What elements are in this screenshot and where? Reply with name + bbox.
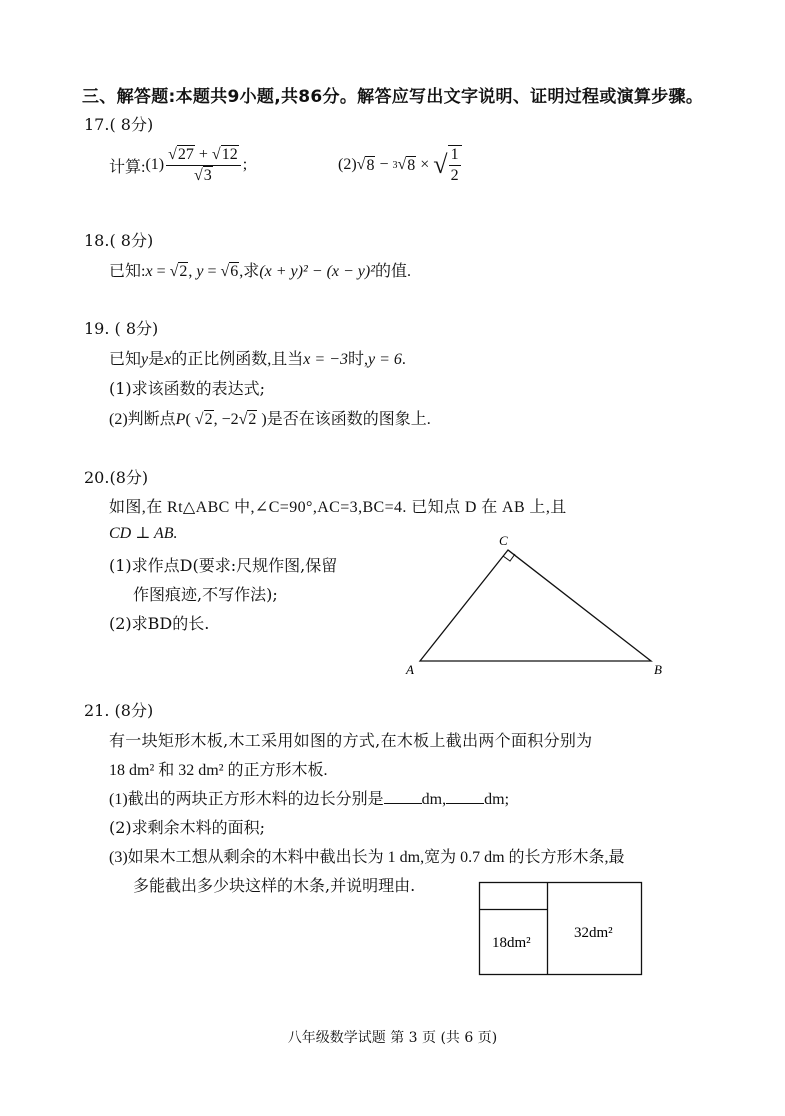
- q17-p2-rad-b: 8: [407, 156, 416, 174]
- q21-blank-1[interactable]: [384, 789, 422, 804]
- q19-l1-end: .: [401, 351, 406, 368]
- q19-l1-cond-x: x = −3: [303, 351, 348, 368]
- q18-eq1: =: [156, 263, 166, 280]
- q19-p2-close: ): [261, 411, 267, 428]
- q18-points: ( 8分): [109, 231, 154, 250]
- q17-p1-label: (1): [145, 156, 165, 173]
- q18-header: [84, 228, 153, 251]
- q18-ask: ,求: [239, 263, 260, 280]
- q21-board-figure: [478, 881, 644, 978]
- q17-number: 17.: [84, 115, 110, 134]
- q21-part1: [109, 786, 509, 809]
- q19-l1-y: y: [141, 351, 149, 368]
- q18-y: y: [196, 263, 204, 280]
- q17-p1-fraction: $\frac{√27 + √12}{√3}$: [166, 146, 241, 185]
- q19-p2-a: (2)判断点: [109, 411, 176, 428]
- q20-part1a: (1)求作点D(要求:尺规作图,保留: [109, 556, 338, 575]
- q18-end: 的值.: [375, 263, 412, 280]
- q19-p2-rad2: 2: [248, 411, 257, 428]
- q18-number: 18.: [84, 231, 110, 250]
- q18-y-rad: 6: [230, 263, 239, 280]
- q19-p2-rad1: 2: [204, 411, 213, 428]
- q19-line1: [109, 346, 406, 369]
- q19-part2: (2)判断点P( √2, −2√2 )是否在该函数的图象上.: [109, 411, 431, 428]
- q17-p1-plus: +: [198, 145, 208, 163]
- q18-comma: ,: [188, 263, 193, 280]
- q20-header: [84, 465, 148, 488]
- q21-line1: 有一块矩形木板,木工采用如图的方式,在木板上截出两个面积分别为: [109, 731, 593, 750]
- q20-line2: CD ⊥ AB.: [109, 525, 178, 542]
- q17-part1: [109, 140, 247, 190]
- q19-p2-b: 是否在该函数的图象上.: [266, 411, 431, 428]
- q17-p2-frac-num: 1: [449, 146, 461, 166]
- q19-p2-mid: , −2: [213, 411, 239, 428]
- q18-prefix: 已知:: [109, 263, 146, 280]
- label-a: A: [406, 662, 414, 677]
- q19-number: 19.: [84, 319, 110, 338]
- q21-points: (8分): [114, 701, 154, 720]
- q19-l1-x: x: [164, 351, 172, 368]
- q17-p1-rad-a: 27: [177, 145, 194, 163]
- q18-x-rad: 2: [179, 263, 188, 280]
- q19-part1: (1)求该函数的表达式;: [109, 379, 266, 398]
- label-32dm2: 32dm²: [574, 925, 613, 941]
- q21-line2: 18 dm² 和 32 dm² 的正方形木板.: [109, 762, 328, 779]
- label-c: C: [499, 533, 508, 548]
- q18-eq2: =: [207, 263, 217, 280]
- q21-part3a: (3)如果木工想从剩余的木料中截出长为 1 dm,宽为 0.7 dm 的长方形木条,最: [109, 849, 625, 866]
- q18-expression: (x + y)² − (x − y)²: [259, 263, 376, 280]
- q20-part1b: 作图痕迹,不写作法);: [133, 585, 278, 604]
- q19-l1-c: 的正比例函数,且当: [171, 351, 304, 368]
- q19-p2-open: (: [185, 411, 191, 428]
- q17-p2-times: ×: [420, 156, 430, 173]
- q17-p2-index: 3: [392, 159, 398, 171]
- q21-p1-unit2: dm;: [484, 791, 510, 808]
- q21-blank-2[interactable]: [446, 789, 484, 804]
- q17-p1-end: ;: [242, 156, 248, 173]
- q20-line1: 如图,在 Rt△ABC 中,∠C=90°,AC=3,BC=4. 已知点 D 在 AB 上,且: [109, 499, 567, 516]
- q19-l1-b: 是: [148, 351, 165, 368]
- q17-p1-rad-b: 12: [221, 145, 238, 163]
- q17-part2: (2) √ 8 − 3 √ 8 × √ $\frac{1}{2}$: [338, 140, 464, 190]
- board-outline: [480, 883, 642, 975]
- q21-header: [84, 698, 153, 721]
- q17-p2-label: (2): [338, 156, 357, 173]
- triangle-abc: [420, 550, 651, 661]
- q19-l1-d: 时,: [347, 351, 368, 368]
- q17-p2-frac-den: 2: [450, 167, 459, 184]
- q20-triangle-figure: [398, 528, 678, 688]
- q19-l1-cond-y: y = 6: [367, 351, 402, 368]
- q18-body: 已知:x = √2, y = √6,求(x + y)² − (x − y)²的值.: [109, 263, 412, 280]
- q21-part3b: 多能截出多少块这样的木条,并说明理由.: [133, 876, 416, 895]
- q19-l1-a: 已知: [109, 351, 142, 368]
- q17-p1-den: 3: [203, 166, 212, 184]
- q20-points: (8分): [109, 468, 149, 487]
- page-footer: 八年级数学试题 第 3 页 (共 6 页): [287, 1030, 498, 1046]
- label-b: B: [654, 662, 662, 677]
- q19-points: ( 8分): [114, 319, 159, 338]
- q20-number: 20.: [84, 468, 110, 487]
- q17-header: [84, 112, 153, 135]
- q19-header: [84, 316, 158, 339]
- q21-p1-unit1: dm,: [421, 791, 447, 808]
- label-18dm2: 18dm²: [492, 935, 531, 951]
- q17-prefix: 计算:: [109, 158, 146, 176]
- section-heading: 三、解答题:本题共9小题,共86分。解答应写出文字说明、证明过程或演算步骤。: [82, 87, 704, 107]
- q21-part2: (2)求剩余木料的面积;: [109, 818, 266, 837]
- q18-x: x: [145, 263, 153, 280]
- q21-p1-text: (1)截出的两块正方形木料的边长分别是: [109, 791, 384, 808]
- q21-number: 21.: [84, 701, 110, 720]
- q17-p2-rad-a: 8: [366, 156, 375, 174]
- q17-p2-minus: −: [379, 156, 389, 173]
- q17-p2-fraction: [448, 145, 462, 185]
- q20-part2: (2)求BD的长.: [109, 614, 210, 633]
- q19-p2-point: P: [175, 411, 186, 428]
- q17-points: ( 8分): [109, 115, 154, 134]
